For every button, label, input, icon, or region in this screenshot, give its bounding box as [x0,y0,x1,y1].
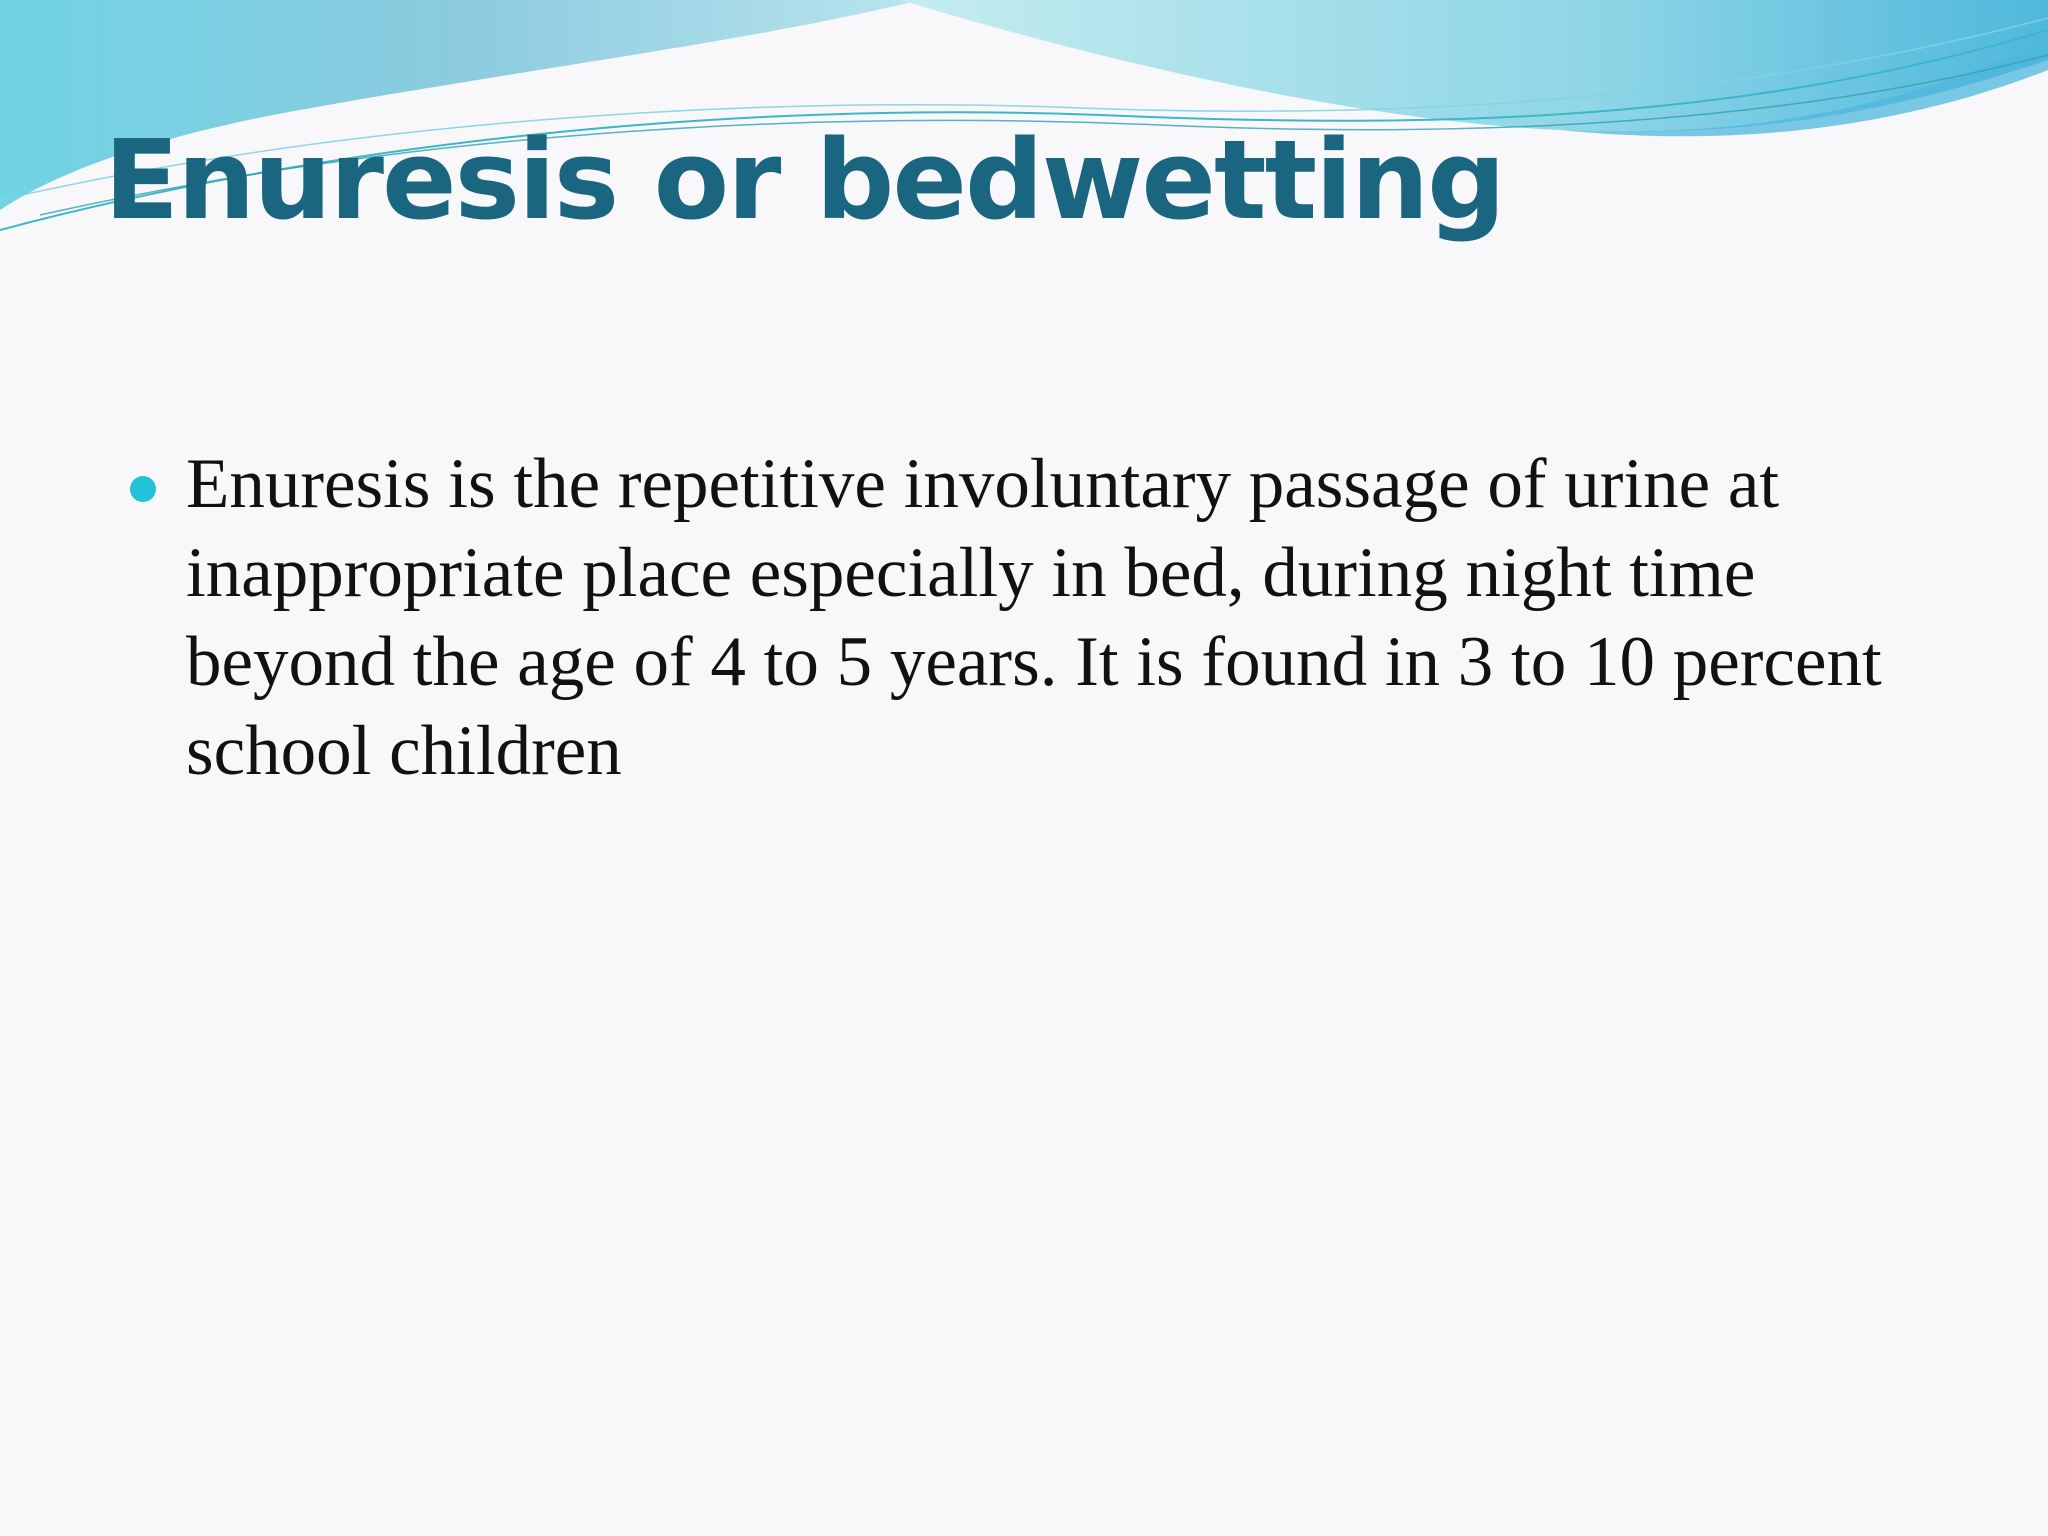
bullet-item [130,440,1890,796]
bullet-dot-icon [130,476,156,502]
bullet-list [130,440,1890,796]
slide-title: Enuresis or bedwetting [104,116,1504,244]
bullet-text: Enuresis is the repetitive involuntary passage of urine at inappropriate place especially in bed, during night time beyond the age of 4 to 5 years. It is found in 3 to 10 percent school children [186,445,1882,790]
